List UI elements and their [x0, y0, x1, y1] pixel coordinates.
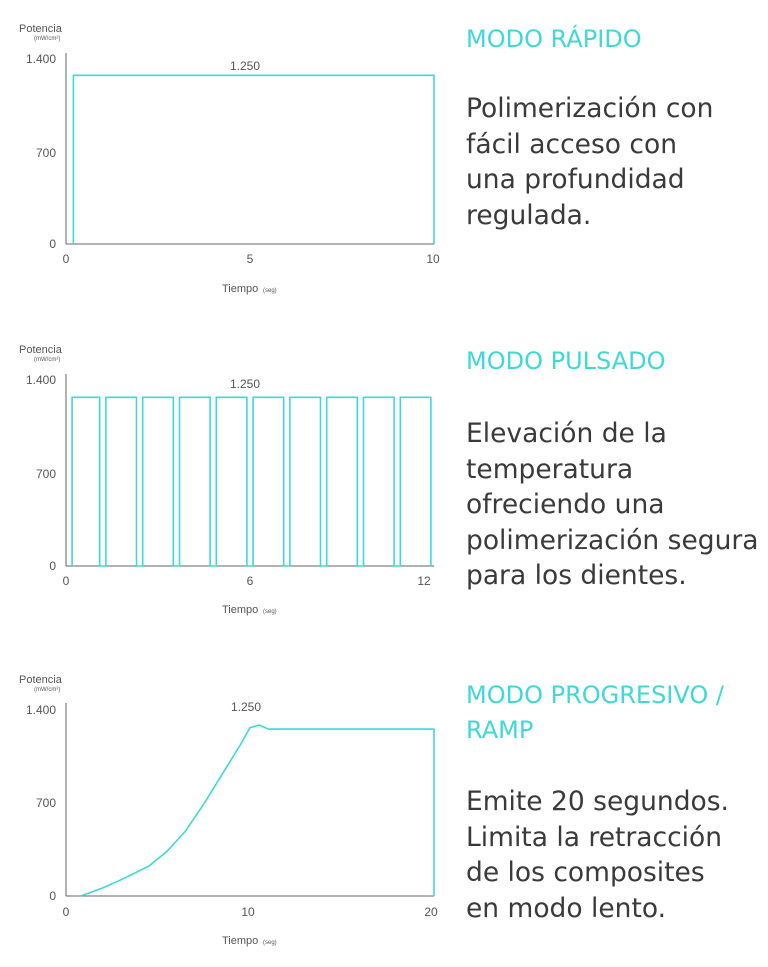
x-axis-title: Tiempo [222, 283, 259, 295]
title-line: MODO PROGRESIVO / [466, 681, 724, 709]
desc-line: de los composites [466, 857, 705, 888]
mode-title-progresivo [466, 678, 761, 748]
y-tick-label: 700 [35, 796, 56, 810]
desc-line: para los dientes. [466, 560, 687, 591]
desc-line: polimerización segura [466, 524, 759, 556]
chart-panel-progresivo [0, 645, 768, 967]
y-tick-label: 700 [35, 467, 56, 481]
desc-line: Emite 20 segundos. [466, 786, 729, 817]
y-tick-label: 0 [49, 237, 56, 251]
y-axis-unit: (mW/cm²) [34, 36, 61, 42]
x-tick-label: 10 [426, 252, 440, 266]
desc-line: temperatura [466, 453, 634, 485]
desc-line: Elevación de la [466, 418, 667, 449]
x-tick-label: 0 [62, 905, 70, 919]
y-axis-title: Potencia [19, 674, 62, 686]
x-tick-label: 5 [246, 252, 254, 266]
y-tick-label: 0 [49, 559, 56, 573]
y-axis-unit: (mW/cm²) [34, 357, 61, 363]
x-tick-label: 10 [241, 905, 255, 919]
x-axis-unit: (seg) [263, 288, 277, 294]
chart-panel-pulsado [0, 322, 768, 644]
mode-desc-rapido [466, 91, 761, 233]
x-tick-label: 6 [246, 574, 254, 588]
series-line-pulsado [72, 397, 431, 566]
x-axis-unit: (seg) [263, 609, 277, 615]
desc-line: en modo lento. [466, 892, 667, 924]
y-axis-title: Potencia [19, 23, 62, 35]
desc-line: Limita la retracción [466, 821, 723, 853]
x-axis-title: Tiempo [222, 604, 259, 616]
y-tick-label: 1.400 [25, 52, 56, 66]
y-tick-label: 1.400 [25, 703, 56, 717]
chart-panel-rapido [0, 0, 768, 322]
peak-value-label: 1.250 [229, 59, 261, 73]
y-tick-label: 1.400 [25, 373, 56, 387]
chart-pulsado [0, 322, 460, 622]
peak-value-label: 1.250 [229, 377, 261, 391]
x-tick-label: 12 [417, 574, 431, 588]
x-axis-unit: (seg) [263, 940, 277, 946]
series-line-progresivo [81, 725, 434, 896]
mode-title-rapido: MODO RÁPIDO [466, 25, 642, 53]
desc-line: regulada. [466, 199, 592, 231]
series-line-rapido [73, 75, 434, 244]
y-axis-title: Potencia [19, 344, 62, 356]
x-tick-label: 0 [62, 252, 70, 266]
y-tick-label: 700 [35, 146, 56, 160]
mode-desc-progresivo [466, 784, 761, 926]
title-line: RAMP [466, 716, 534, 744]
mode-desc-pulsado [466, 416, 761, 594]
desc-line: Polimerización con [466, 93, 714, 124]
x-tick-label: 20 [424, 905, 438, 919]
chart-progresivo [0, 645, 460, 967]
mode-title-pulsado: MODO PULSADO [466, 347, 666, 375]
chart-rapido [0, 0, 460, 300]
desc-line: una profundidad [466, 164, 685, 195]
y-tick-label: 0 [49, 889, 56, 903]
desc-line: ofreciendo una [466, 489, 665, 520]
desc-line: fácil acceso con [466, 128, 677, 160]
y-axis-unit: (mW/cm²) [34, 687, 61, 693]
peak-value-label: 1.250 [230, 700, 262, 714]
x-axis-title: Tiempo [222, 935, 259, 947]
x-tick-label: 0 [62, 574, 70, 588]
